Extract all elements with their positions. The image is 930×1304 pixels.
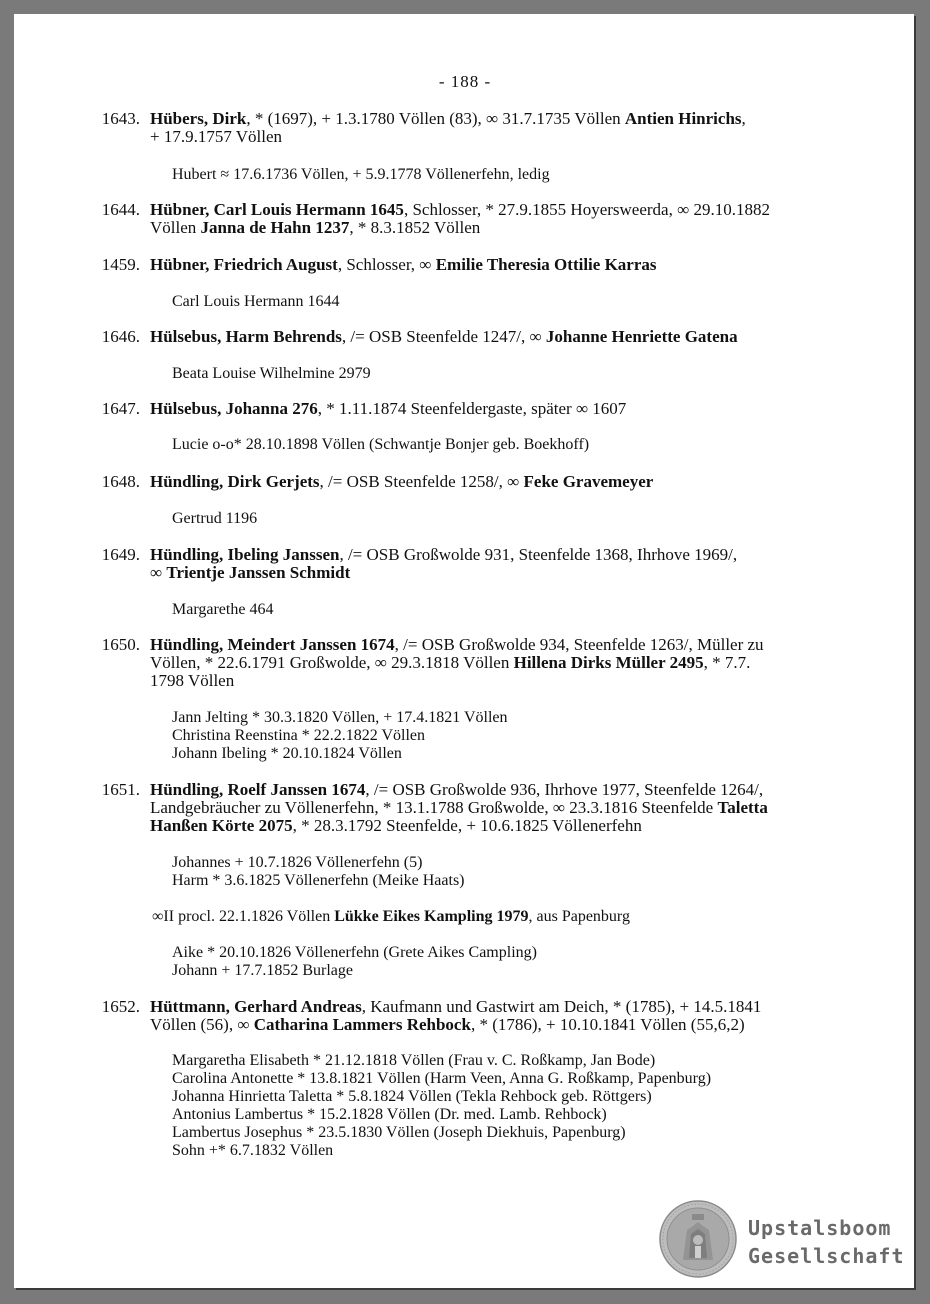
- child: Lambertus Josephus * 23.5.1830 Völlen (Joseph Diekhuis, Papenburg): [172, 1124, 626, 1141]
- entry-text: , Schlosser, * 27.9.1855 Hoyersweerda, ∞ 29.10.1882: [403, 200, 770, 219]
- children-list: [172, 436, 852, 454]
- children-list: [172, 166, 852, 184]
- entry-heading: [150, 781, 850, 835]
- child: Johanna Hinrietta Taletta * 5.8.1824 Völlen (Tekla Rehbock geb. Röttgers): [172, 1088, 652, 1105]
- entry-text: , * 28.3.1792 Steenfelde, + 10.6.1825 Völlenerfehn: [292, 816, 642, 835]
- child: Johann Ibeling * 20.10.1824 Völlen: [172, 745, 402, 762]
- children-list: [172, 944, 852, 980]
- entry-heading: [150, 110, 850, 146]
- spouse-name: Emilie Theresia Ottilie Karras: [435, 255, 657, 274]
- entry-text: Landgebräucher zu Völlenerfehn, * 13.1.1788 Großwolde, ∞ 23.3.1816 Steenfelde: [150, 798, 718, 817]
- person-name: Hüttmann, Gerhard Andreas: [150, 997, 362, 1016]
- entry-number: 1649.: [101, 545, 140, 564]
- society-name-line-1: Upstalsboom: [748, 1216, 892, 1240]
- entry-text: , /= OSB Großwolde 931, Steenfelde 1368, Ihrhove 1969/,: [339, 545, 738, 564]
- entry-number: 1459.: [101, 255, 140, 274]
- entry-text: , aus Papenburg: [528, 908, 630, 925]
- entry-text: , Schlosser, ∞: [337, 255, 436, 274]
- child: Beata Louise Wilhelmine 2979: [172, 365, 371, 382]
- entry-text: , Kaufmann und Gastwirt am Deich, * (1785), + 14.5.1841: [361, 997, 762, 1016]
- child: Carl Louis Hermann 1644: [172, 293, 340, 310]
- person-name: Hündling, Dirk Gerjets: [150, 472, 320, 491]
- children-list: [172, 1052, 852, 1160]
- entry-number: 1647.: [101, 399, 140, 418]
- entry-text: , /= OSB Steenfelde 1247/, ∞: [341, 327, 546, 346]
- entry-text: , /= OSB Großwolde 936, Ihrhove 1977, Steenfelde 1264/,: [365, 780, 764, 799]
- person-name: Hündling, Ibeling Janssen: [150, 545, 340, 564]
- entry-text: 1798 Völlen: [150, 671, 235, 690]
- child: Lucie o-o* 28.10.1898 Völlen (Schwantje Bonjer geb. Boekhoff): [172, 436, 590, 453]
- person-name: Hübers, Dirk: [150, 109, 247, 128]
- children-list: [172, 854, 852, 890]
- entry-text: , * (1786), + 10.10.1841 Völlen (55,6,2): [470, 1015, 745, 1034]
- entry-text: , * (1697), + 1.3.1780 Völlen (83), ∞ 31.7.1735 Völlen: [246, 109, 625, 128]
- entry-number: 1651.: [101, 780, 140, 799]
- entry-text: ∞: [150, 563, 167, 582]
- spouse-name: Antien Hinrichs: [624, 109, 742, 128]
- person-name: Hündling, Meindert Janssen 1674: [150, 635, 395, 654]
- child: Sohn +* 6.7.1832 Völlen: [172, 1142, 334, 1159]
- entry-number: 1648.: [101, 472, 140, 491]
- spouse-name: Taletta: [717, 798, 768, 817]
- entry-text: + 17.9.1757 Völlen: [150, 127, 283, 146]
- children-list: [172, 709, 852, 763]
- children-list: [172, 510, 852, 528]
- entry-number: 1652.: [101, 997, 140, 1016]
- entry-heading: [150, 998, 850, 1034]
- child: Harm * 3.6.1825 Völlenerfehn (Meike Haats): [172, 872, 465, 889]
- child: Jann Jelting * 30.3.1820 Völlen, + 17.4.1821 Völlen: [172, 709, 508, 726]
- entry-heading: [150, 636, 850, 690]
- entry-text: , * 1.11.1874 Steenfeldergaste, später ∞ 1607: [317, 399, 627, 418]
- children-list: [172, 293, 852, 311]
- entry-heading: [150, 256, 850, 274]
- entry-heading: [150, 546, 850, 582]
- entry-number: 1644.: [101, 200, 140, 219]
- entry-heading: [150, 328, 850, 346]
- child: Hubert ≈ 17.6.1736 Völlen, + 5.9.1778 Völlenerfehn, ledig: [172, 166, 550, 183]
- entry-heading: [150, 473, 850, 491]
- person-name: Hübner, Carl Louis Hermann 1645: [150, 200, 404, 219]
- child: Antonius Lambertus * 15.2.1828 Völlen (Dr. med. Lamb. Rehbock): [172, 1106, 607, 1123]
- child: Margarethe 464: [172, 601, 274, 618]
- page-number: - 188 -: [438, 72, 492, 91]
- entry-number: 1650.: [101, 635, 140, 654]
- person-name: Hübner, Friedrich August: [150, 255, 338, 274]
- entry-number: 1643.: [101, 109, 140, 128]
- entry-text: , * 8.3.1852 Völlen: [349, 218, 481, 237]
- child: Gertrud 1196: [172, 510, 258, 527]
- entry-text: ∞II procl. 22.1.1826 Völlen: [152, 908, 335, 925]
- children-list: [172, 365, 852, 383]
- entry-heading: [150, 201, 850, 237]
- spouse-name: Feke Gravemeyer: [523, 472, 654, 491]
- society-name: [748, 1214, 905, 1270]
- spouse-name: Lükke Eikes Kampling 1979: [334, 908, 529, 925]
- spouse-name: Johanne Henriette Gatena: [545, 327, 738, 346]
- person-name: Hülsebus, Harm Behrends: [150, 327, 342, 346]
- entry-text: ,: [741, 109, 746, 128]
- entry-number: 1646.: [101, 327, 140, 346]
- entry-text: Völlen (56), ∞: [150, 1015, 254, 1034]
- child: Johann + 17.7.1852 Burlage: [172, 962, 353, 979]
- spouse-name: Hillena Dirks Müller 2495: [513, 653, 704, 672]
- entry-text: Völlen, * 22.6.1791 Großwolde, ∞ 29.3.1818 Völlen: [150, 653, 514, 672]
- spouse-name: Trientje Janssen Schmidt: [166, 563, 351, 582]
- children-list: [172, 601, 852, 619]
- person-name: Hündling, Roelf Janssen 1674: [150, 780, 366, 799]
- entry-text: , /= OSB Steenfelde 1258/, ∞: [319, 472, 524, 491]
- spouse-name: Catharina Lammers Rehbock: [253, 1015, 471, 1034]
- entry-text: , * 7.7.: [703, 653, 751, 672]
- child: Johannes + 10.7.1826 Völlenerfehn (5): [172, 854, 423, 871]
- second-marriage: [152, 908, 832, 926]
- entry-text: , /= OSB Großwolde 934, Steenfelde 1263/, Müller zu: [394, 635, 764, 654]
- child: Carolina Antonette * 13.8.1821 Völlen (Harm Veen, Anna G. Roßkamp, Papenburg): [172, 1070, 712, 1087]
- child: Margaretha Elisabeth * 21.12.1818 Völlen (Frau v. C. Roßkamp, Jan Bode): [172, 1052, 656, 1069]
- child: Christina Reenstina * 22.2.1822 Völlen: [172, 727, 426, 744]
- seal-logo-icon: [659, 1200, 737, 1278]
- entry-text: Völlen: [150, 218, 201, 237]
- entry-heading: [150, 400, 850, 418]
- spouse-name: Hanßen Körte 2075: [150, 816, 293, 835]
- spouse-name: Janna de Hahn 1237: [200, 218, 350, 237]
- child: Aike * 20.10.1826 Völlenerfehn (Grete Aikes Campling): [172, 944, 537, 961]
- person-name: Hülsebus, Johanna 276: [150, 399, 318, 418]
- society-name-line-2: Gesellschaft: [748, 1244, 905, 1268]
